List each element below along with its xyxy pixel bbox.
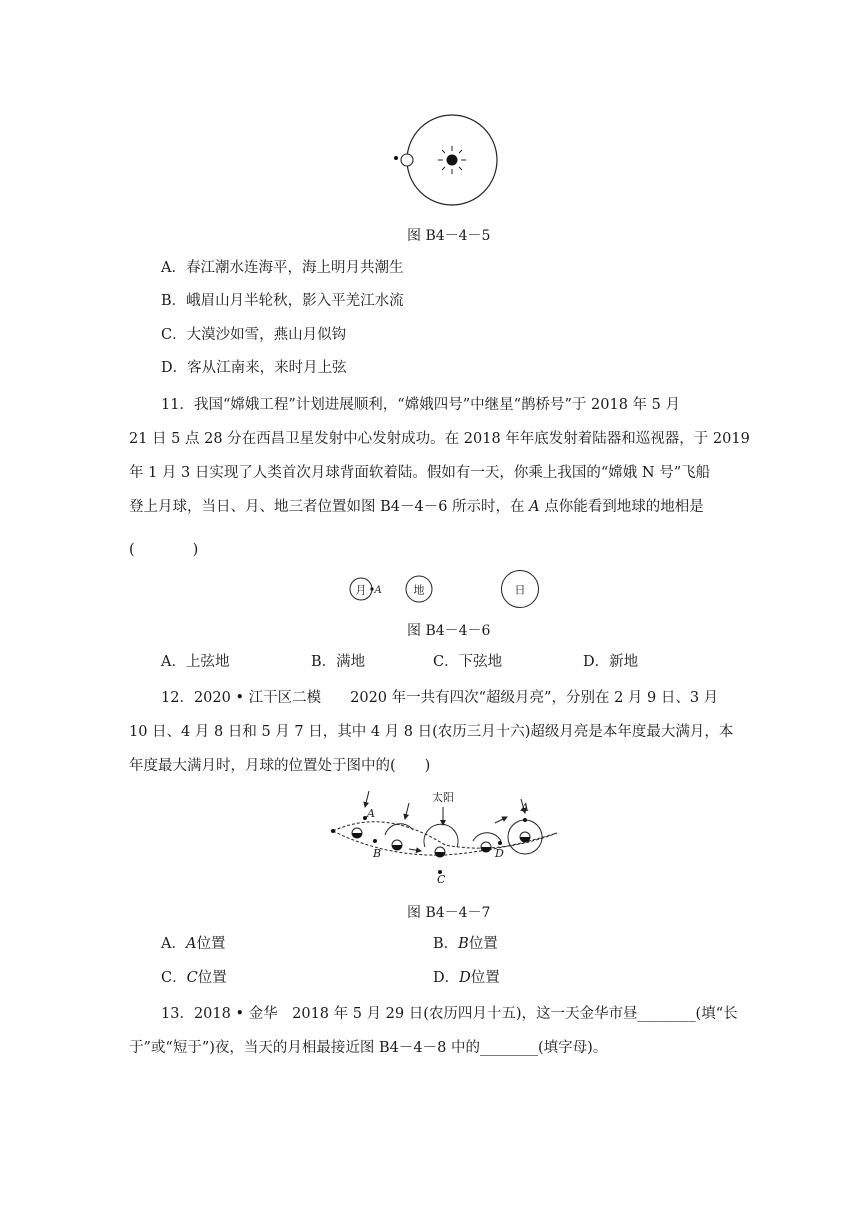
option-c: C．大漠沙如雪，燕山月似钩 [161, 327, 347, 343]
option-b: B．满地 [311, 654, 366, 670]
question-11-line-2: 21 日 5 点 28 分在西昌卫星发射中心发射成功。在 2018 年年底发射着陆器和巡视器，于 2019 [129, 431, 750, 447]
label-a-right: A [521, 801, 529, 814]
option-a: A．春江潮水连海平，海上明月共潮生 [161, 260, 404, 276]
option-c: C．C位置 [161, 970, 227, 986]
question-12-line-3: 年度最大满月时，月球的位置处于图中的( ) [129, 758, 431, 774]
earth-circle [401, 154, 413, 166]
moon-dot [394, 156, 398, 160]
label-b: B [373, 847, 382, 860]
point-a-label: A [529, 499, 540, 515]
question-13-line-1: 13．2018 • 金华 2018 年 5 月 29 日(农历四月十五)，这一天金华市昼________(填“长 [161, 1006, 738, 1022]
figure-b4-4-6 [348, 570, 548, 610]
earth-label: 地 [413, 583, 425, 597]
sun-icon [438, 146, 466, 174]
figure-caption: 图 B4－4－7 [407, 905, 491, 921]
question-11-line-1: 11．我国“嫦娥工程”计划进展顺利，“嫦娥四号”中继星“鹊桥号”于 2018 年 5 月 [161, 397, 680, 413]
option-b: B．峨眉山月半轮秋，影入平羌江水流 [161, 293, 404, 309]
earth-1 [352, 828, 362, 838]
figure-caption: 图 B4－4－6 [407, 623, 491, 639]
option-d: D．新地 [583, 654, 639, 670]
point-a-dot [370, 587, 373, 590]
option-d: D．客从江南来，来时月上弦 [161, 360, 347, 376]
label-c: C [437, 873, 446, 885]
line-text-rest: 点你能看到地球的地相是 [539, 499, 704, 515]
option-b: B．B位置 [433, 936, 498, 952]
sun-label: 日 [514, 583, 526, 597]
earth-5 [520, 832, 530, 842]
earth-2 [392, 840, 402, 850]
question-11-line-3: 年 1 月 3 日实现了人类首次月球背面软着陆。假如有一天，你乘上我国的“嫦娥 N 号”飞船 [129, 465, 711, 481]
sun-label: 太阳 [432, 791, 454, 804]
line-text: 登上月球，当日、月、地三者位置如图 B4－4－6 所示时，在 [129, 499, 530, 515]
label-d: D [495, 847, 504, 860]
moon-label: 月 [355, 583, 367, 597]
label-a: A [367, 807, 375, 820]
option-d: D．D位置 [433, 970, 500, 986]
earth-3 [435, 847, 445, 857]
point-a-text: A [374, 585, 382, 596]
figure-b4-4-5 [388, 110, 508, 210]
answer-bracket: ( ) [129, 542, 199, 558]
question-12-line-1: 12．2020 • 江干区二模 2020 年一共有四次“超级月亮”，分别在 2 月 9 日、3 月 [161, 690, 719, 706]
option-a: A．A位置 [161, 936, 226, 952]
question-11-line-4 [129, 497, 704, 517]
figure-b4-4-7 [325, 785, 565, 885]
question-13-line-2: 于”或“短于”)夜，当天的月相最接近图 B4－4－8 中的________(填字母)。 [129, 1040, 608, 1056]
option-a: A．上弦地 [161, 654, 230, 670]
question-12-line-2: 10 日、4 月 8 日和 5 月 7 日，其中 4 月 8 日(农历三月十六)超级月亮是本年度最大满月，本 [129, 724, 734, 740]
option-c: C．下弦地 [433, 654, 503, 670]
figure-caption: 图 B4－4－5 [407, 228, 491, 244]
earth-4 [481, 842, 491, 852]
